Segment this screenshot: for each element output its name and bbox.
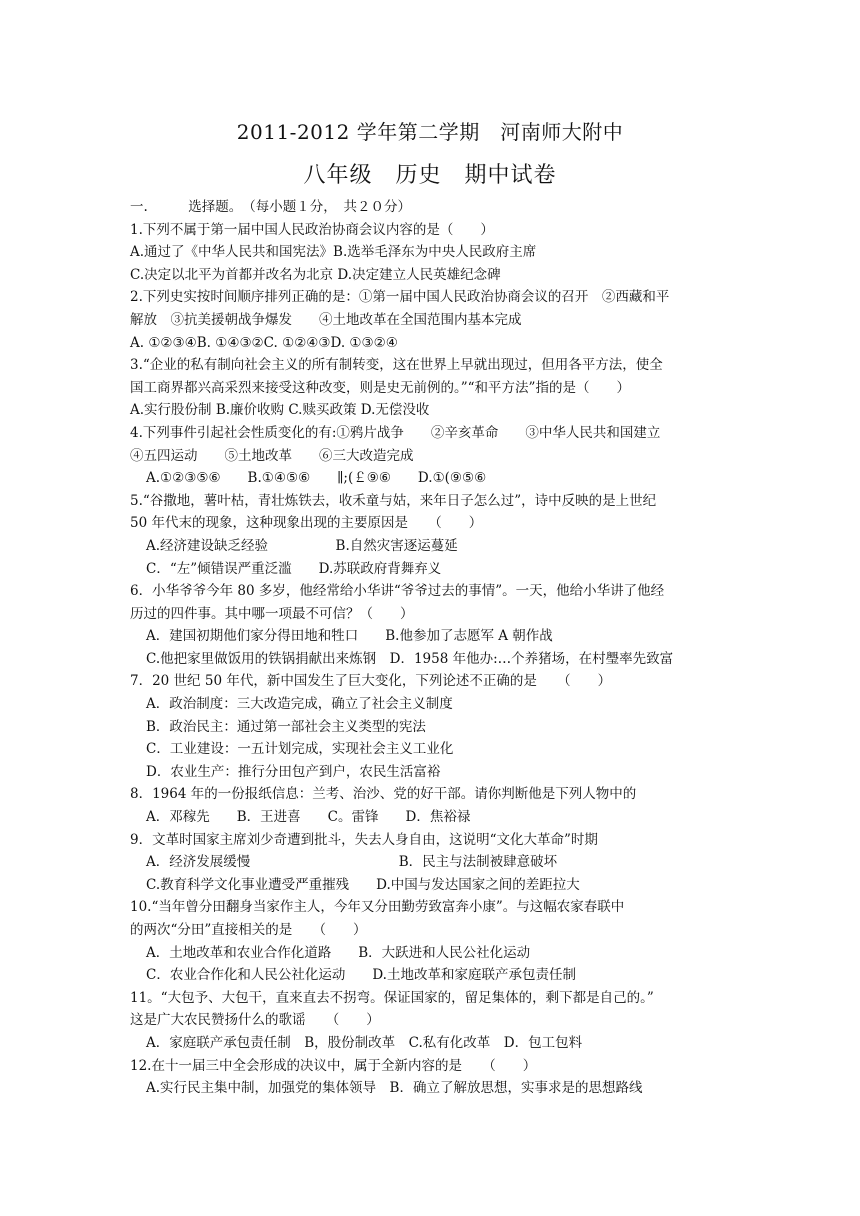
exam-title: 2011-2012 学年第二学期 河南师大附中 [236, 120, 624, 144]
text-line: A．建国初期他们家分得田地和牲口 B.他参加了志愿军 A 朝作战 [146, 628, 553, 645]
text-line: 2.下列史实按时间顺序排列正确的是：①第一届中国人民政治协商会议的召开 ②西藏和平 [130, 289, 670, 306]
text-line: 3.“企业的私有制向社会主义的所有制转变，这在世界上早就出现过，但用各平方法，使全 [130, 357, 663, 374]
text-line: 50 年代末的现象，这种现象出现的主要原因是 （ ） [130, 515, 483, 532]
text-line: A．家庭联产承包责任制 B，股份制改革 C.私有化改革 D．包工包料 [146, 1034, 583, 1051]
text-line: B．政治民主：通过第一部社会主义类型的宪法 [146, 718, 426, 735]
text-line: A．经济发展缓慢 B．民主与法制被肆意破坏 [146, 854, 558, 871]
text-line: 这是广大农民赞扬什么的歌谣 （ ） [130, 1012, 380, 1029]
text-line: A.经济建设缺乏经验 B.自然灾害逐运蔓延 [146, 537, 458, 554]
text-line: 12.在十一届三中全会形成的决议中，属于全新内容的是 （ ） [130, 1057, 537, 1074]
text-line: 6．小华爷爷今年 80 多岁，他经常给小华讲“爷爷过去的事情”。一天，他给小华讲了他经 [130, 583, 665, 600]
text-line: C．“左”倾错误严重泛滥 D.苏联政府背舞弃义 [146, 560, 442, 577]
text-line: 4.下列事件引起社会性质变化的有:①鸦片战争 ②辛亥革命 ③中华人民共和国建立 [130, 424, 661, 441]
text-line: 历过的四件事。其中哪一项最不可信？（ ） [130, 605, 414, 622]
text-line: A.实行股份制 B.廉价收购 C.赎买政策 D.无偿没收 [130, 402, 430, 419]
text-line: 一. 选择题。 （每小题１分， 共２０分） [130, 199, 412, 215]
text-line: C.他把家里做饭用的铁锅捐献出来炼钢 D．1958 年他办:…个养猪场，在村璺率先致富 [146, 650, 674, 667]
text-line: C.教育科学文化事业遭受严重摧残 D.中国与发达国家之间的差距拉大 [146, 876, 580, 893]
text-line: 10.“当年曾分田翻身当家作主人，今年又分田勤劳致富奔小康”。与这幅农家春联中 [130, 899, 625, 916]
text-line: A．土地改革和农业合作化道路 B．大跃进和人民公社化运动 [146, 944, 531, 961]
text-line: 国工商界都兴高采烈来接受这种改变，则是史无前例的。”“和平方法”指的是（ ） [130, 379, 630, 396]
text-line: 5.“谷撒地，薯叶枯，青壮炼铁去，收禾童与姑，来年日子怎么过”，诗中反映的是上世纪 [130, 492, 657, 509]
text-line: 7．20 世纪 50 年代，新中国发生了巨大变化，下列论述不正确的是 （ ） [130, 673, 612, 690]
text-line: A. ①②③④B. ①④③②C. ①②④③D. ①③②④ [130, 334, 398, 351]
text-line: 解放 ③抗美援朝战争爆发 ④土地改革在全国范围内基本完成 [130, 311, 522, 328]
text-line: ④五四运动 ⑤土地改革 ⑥三大改造完成 [130, 447, 414, 464]
text-line: C．工业建设：一五计划完成，实现社会主义工业化 [146, 741, 454, 758]
text-line: 11。“大包予、大包干，直来直去不拐弯。保证国家的，留足集体的，剩下都是自己的。” [130, 989, 654, 1006]
text-line: D．农业生产：推行分田包产到户，农民生活富裕 [146, 763, 441, 780]
text-line: C.决定以北平为首都并改名为北京 D.决定建立人民英雄纪念碑 [130, 266, 501, 283]
text-line: A.通过了《中华人民共和国宪法》B.选举毛泽东为中央人民政府主席 [130, 244, 537, 261]
text-line: 的两次“分田”直接相关的是 （ ） [130, 922, 367, 938]
text-line: C．农业合作化和人民公社化运动 D.土地改革和家庭联产承包责任制 [146, 967, 576, 984]
text-line: 8．1964 年的一份报纸信息：兰考、治沙、党的好干部。请你判断他是下列人物中的 [130, 786, 637, 803]
question-body [130, 196, 740, 1100]
text-line: A.实行民主集中制，加强党的集体领导 B．确立了解放思想，实事求是的思想路线 [146, 1080, 643, 1097]
text-line: 9．文革时国家主席刘少奇遭到批斗，失去人身自由，这说明“文化大革命”时期 [130, 831, 598, 848]
text-line: A．邓稼先 B．王进喜 C。雷锋 D．焦裕禄 [146, 809, 471, 826]
text-line: A.①②③⑤⑥ B.①④⑤⑥ ∥;(￡⑨⑥ D.①(⑨⑤⑥ [146, 470, 487, 487]
text-line: 1.下列不属于第一届中国人民政治协商会议内容的是（ ） [130, 221, 494, 238]
text-line: A．政治制度：三大改造完成，确立了社会主义制度 [146, 696, 453, 713]
exam-subtitle: 八年级 历史 期中试卷 [303, 163, 557, 188]
